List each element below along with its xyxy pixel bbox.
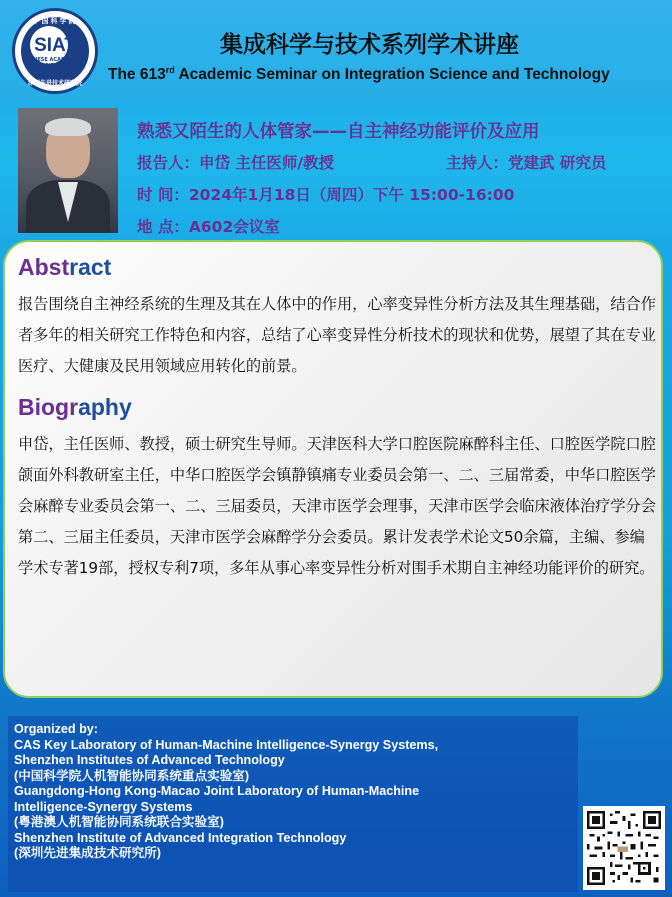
title-en-sup: rd [165,65,175,75]
speaker-photo [18,108,118,233]
biography-text: 申岱，主任医师、教授，硕士研究生导师。天津医科大学口腔医院麻醉科主任、口腔医学院口腔颌面外科教研室主任，中华口腔医学会镇静镇痛专业委员会第一、二、三届常委，中华口腔医学会麻醉专业委员会第一、二、三届委员，天津市医学会理事，天津市医学会临床液体治疗学分会第二、三届主任委员，天津市医学会麻醉学分会委员。累计发表学术论文50余篇，主编、参编学术专著19部，授权专利7项，多年从事心率变异性分析对围手术期自主神经功能评价的研究。 [18,435,656,577]
organizer-line: Shenzhen Institutes of Advanced Technology [14,753,285,767]
photo-hair [45,118,91,136]
siat-logo [12,8,98,94]
place-info: 地 点：A602会议室 [137,218,280,236]
title-en-post: Academic Seminar on Integration Science and Technology [174,66,610,84]
qr-code[interactable] [583,806,665,890]
qr-code-icon [587,810,661,886]
organizer-line: (深圳先进集成技术研究所) [14,846,161,860]
organizers [14,722,574,862]
abstract-heading-text: Abstract [18,254,112,280]
organizer-line: Guangdong-Hong Kong-Macao Joint Laboratory of Human-Machine [14,784,420,798]
biography-heading [18,394,132,421]
logo-text: SIAT [34,35,76,56]
series-title-cn: 集成科学与技术系列学术讲座 [220,32,519,58]
title-en-pre: The 613 [108,66,166,84]
organizer-line: Intelligence-Synergy Systems [14,799,193,814]
organizer-line: Organized by: [14,722,98,736]
content-panel [3,240,663,698]
time-info: 时 间：2024年1月18日（周四）下午 15:00-16:00 [137,186,515,204]
organizer-line: (中国科学院人机智能协同系统重点实验室) [14,768,250,783]
logo-top-text: 中国科学院 [32,17,78,25]
organizer-line: CAS Key Laboratory of Human-Machine Intelligence-Synergy Systems, [14,737,439,752]
speaker-info: 报告人：申岱 主任医师/教授 [137,154,335,172]
organizer-line: (粤港澳人机智能协同系统联合实验室) [14,815,224,829]
logo-bottom-text: 深圳先进技术研究院 [27,80,82,87]
logo-subtext: CHINESE ACADEMY OF SCIENCES [23,57,87,69]
biography-heading-text: Biography [18,394,132,420]
talk-title: 熟悉又陌生的人体管家——自主神经功能评价及应用 [137,122,540,142]
abstract-heading [18,254,111,281]
host-info: 主持人：党建武 研究员 [446,154,607,172]
organizer-line: Shenzhen Institute of Advanced Integration Technology [14,830,347,845]
abstract-text: 报告围绕自主神经系统的生理及其在人体中的作用，心率变异性分析方法及其生理基础，结合作者多年的相关研究工作特色和内容，总结了心率变异性分析技术的现状和优势，展望了其在专业医疗、大健康及民用领域应用转化的前景。 [18,295,656,375]
series-title-en [108,65,610,84]
